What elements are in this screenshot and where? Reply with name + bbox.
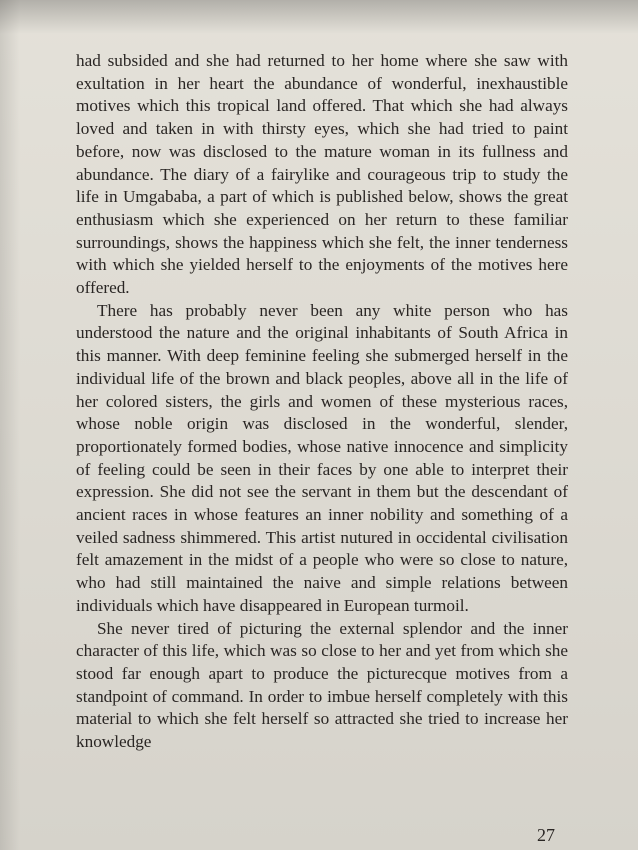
- paragraph-3: She never tired of picturing the external splendor and the inner character of this life, which was so close to her and yet from which she stood far enough apart to produce the picturecque motives from a standpoint of command. In order to imbue herself completely with this material to which she felt herself so attracted she tried to increase her knowledge: [76, 618, 568, 752]
- text-block: [76, 50, 568, 754]
- top-shadow: [0, 0, 638, 34]
- page-number: 27: [537, 825, 555, 845]
- paragraph-2: There has probably never been any white person who has understood the nature and the original inhabitants of South Africa in this manner. With deep feminine feeling she submerged herself in the individual life of the brown and black peoples, above all in the life of her colored sisters, the girls and women of these mysterious races, whose noble origin was disclosed in the wonderful, slender, proportionately formed bodies, whose native innocence and simplicity of feeling could be seen in their faces by one able to interpret their expression. She did not see the servant in them but the descendant of ancient races in whose features an inner nobility and something of a veiled sadness shimmered. This artist nutured in occidental civilisation felt amazement in the midst of a people who were so close to nature, who had still maintained the naive and simple relations between individuals which have disappeared in European turmoil.: [76, 300, 568, 615]
- paragraph-1: had subsided and she had returned to her home where she saw with exultation in her heart the abundance of wonderful, inexhaustible motives which this tropical land offered. That which she had always loved and taken in with thirsty eyes, which she had tried to paint before, now was disclosed to the mature woman in its fullness and abundance. The diary of a fairylike and courageous trip to study the life in Umgababa, a part of which is published below, shows the great enthusiasm which she experienced on her return to these familiar surroundings, shows the happiness which she felt, the inner tenderness with which she yielded herself to the enjoyments of the motives here offered.: [76, 51, 568, 298]
- left-shadow: [0, 0, 20, 850]
